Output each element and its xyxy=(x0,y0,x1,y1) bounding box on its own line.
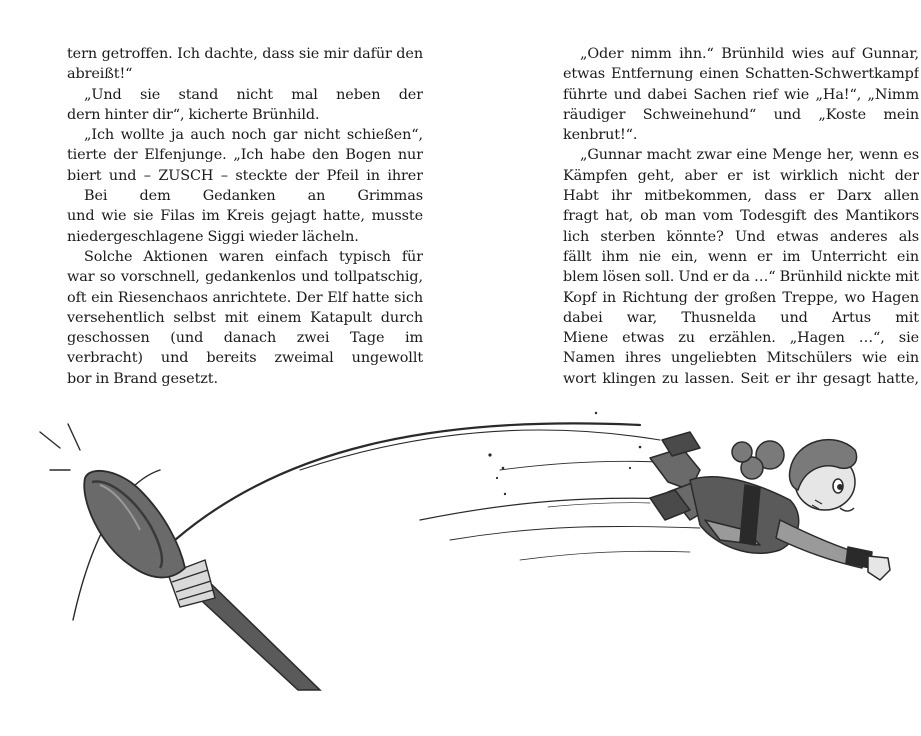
text-line: dern hinter dir“, kicherte Brünhild. xyxy=(67,106,320,123)
text-line: verbracht) und bereits zweimal ungewollt xyxy=(67,350,423,367)
text-line: biert und – ZUSCH – steckte der Pfeil in ihrer xyxy=(67,167,423,184)
text-line: und wie sie Filas im Kreis gejagt hatte, musste xyxy=(67,208,423,225)
text-line: „Oder nimm ihn.“ Brünhild wies auf Gunnar, xyxy=(580,46,919,62)
text-line: Solche Aktionen waren einfach typisch für xyxy=(84,248,423,265)
text-line: Bei dem Gedanken an Grimmas xyxy=(84,188,423,205)
text-line: wort klingen zu lassen. Seit er ihr gesagt hatte, xyxy=(563,370,919,387)
text-line: dabei war, Thusnelda und Artus mit xyxy=(563,309,919,326)
text-line: niedergeschlagene Siggi wieder lächeln. xyxy=(67,228,359,245)
text-line: versehentlich selbst mit einem Katapult durch xyxy=(67,309,423,326)
text-line: oft ein Riesenchaos anrichtete. Der Elf hatte sich xyxy=(67,289,423,306)
spark-lines xyxy=(40,424,80,470)
text-line: lich sterben könnte? Und etwas anderes als xyxy=(563,228,919,245)
motion-lines xyxy=(73,423,700,620)
text-line: tierte der Elfenjunge. „Ich habe den Bogen nur xyxy=(67,147,423,164)
text-line: tern getroffen. Ich dachte, dass sie mir dafür den xyxy=(67,46,423,62)
left-page-text xyxy=(67,44,423,389)
text-line: Kämpfen geht, aber er ist wirklich nicht der xyxy=(563,167,919,184)
text-line: „Und sie stand nicht mal neben der xyxy=(84,86,423,103)
flying-elf-girl-icon xyxy=(650,432,890,580)
text-line: kenbrut!“. xyxy=(563,127,638,144)
text-line: „Gunnar macht zwar eine Menge her, wenn es xyxy=(580,147,919,164)
catapult-spoon-icon xyxy=(84,471,320,690)
text-line: Kopf in Richtung der großen Treppe, wo Hagen xyxy=(563,289,919,306)
text-line: abreißt!“ xyxy=(67,66,133,83)
text-line: Namen ihres ungeliebten Mitschülers wie ein xyxy=(563,350,919,367)
text-line: fragt hat, ob man vom Todesgift des Mantikors xyxy=(563,208,919,225)
text-line: war so vorschnell, gedankenlos und tollpatschig, xyxy=(67,269,423,286)
text-line: geschossen (und danach zwei Tage im xyxy=(67,330,423,347)
text-line: blem lösen soll. Und er da …“ Brünhild nickte mit xyxy=(563,269,919,286)
text-line: räudiger Schweinehund“ und „Koste mein xyxy=(563,106,919,123)
right-page-text xyxy=(563,44,919,389)
text-line: bor in Brand gesetzt. xyxy=(67,370,218,387)
text-line: etwas Entfernung einen Schatten-Schwertkampf xyxy=(563,66,919,83)
text-line: führte und dabei Sachen rief wie „Ha!“, „Nimm xyxy=(563,86,919,103)
text-line: fällt ihm nie ein, wenn er im Unterricht ein xyxy=(563,248,919,265)
text-line: Miene etwas zu erzählen. „Hagen …“, sie xyxy=(563,330,919,347)
text-line: „Ich wollte ja auch noch gar nicht schießen“, xyxy=(84,127,423,144)
text-line: Habt ihr mitbekommen, dass er Darx allen xyxy=(563,188,919,205)
speed-dots xyxy=(488,412,641,495)
